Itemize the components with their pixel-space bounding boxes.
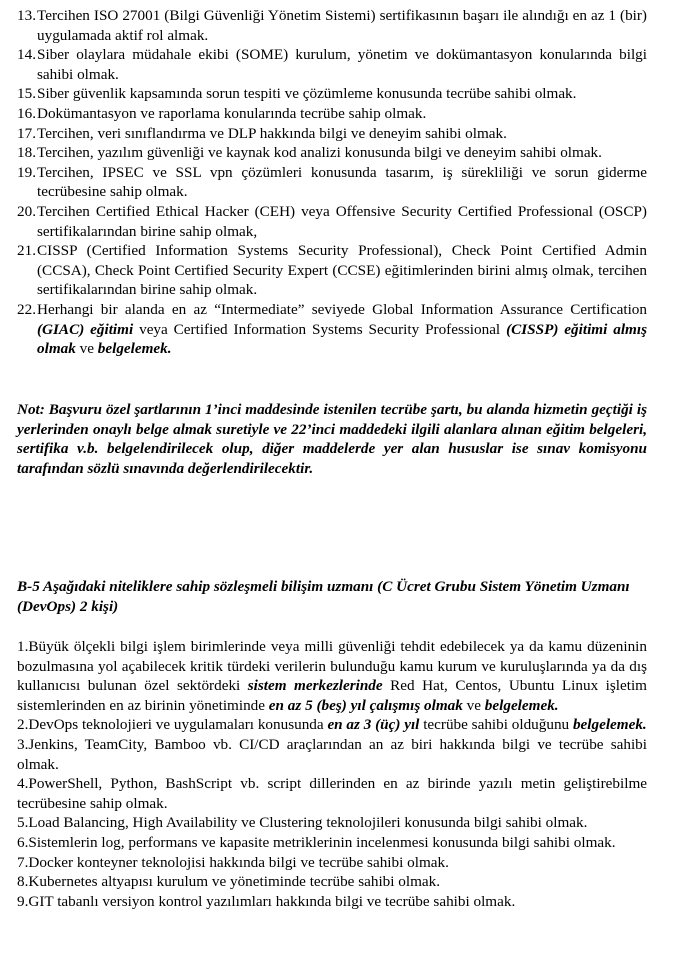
list-item-text: Siber güvenlik kapsamında sorun tespiti ve çözümleme konusunda tecrübe sahibi olmak. xyxy=(37,85,577,103)
list-item-text: Tercihen ISO 27001 (Bilgi Güvenliği Yönetim Sistemi) sertifikasının başarı ile alındığı en az 1 (bir) uygulamada aktif rol almak. xyxy=(37,7,647,44)
requirement-item xyxy=(17,637,647,715)
list-item xyxy=(17,124,647,144)
item22-text-1: Herhangi bir alanda en az “Intermediate” seviyede Global Information Assurance Certification xyxy=(37,300,647,318)
requirement-item: 6.Sistemlerin log, performans ve kapasite metriklerinin incelenmesi konusunda bilgi sahibi olmak. xyxy=(17,833,616,851)
item22-emphasis-belgelemek: belgelemek. xyxy=(97,340,172,358)
list-item-number: 19. xyxy=(17,163,36,181)
list-item xyxy=(17,6,647,45)
list-item-number: 15. xyxy=(17,85,36,103)
list-item xyxy=(17,241,647,300)
devops-requirements xyxy=(17,637,647,911)
requirement-item: 7.Docker konteyner teknolojisi hakkında bilgi ve tecrübe sahibi olmak. xyxy=(17,853,449,871)
list-item-number: 13. xyxy=(17,7,36,24)
list-item xyxy=(17,202,647,241)
list-item xyxy=(17,84,647,104)
list-item-text: CISSP (Certified Information Systems Security Professional), Check Point Certified Admin (CCSA), Check Point Certified Security Expert (CCSE) eğitimlerinden birini almış olmak, tercihen sertifikalarından birine sahip olmak. xyxy=(37,242,647,299)
list-item xyxy=(17,104,647,124)
req1-text-1: 1.Büyük ölçekli bilgi işlem birimlerinde veya milli güvenliği tehdit edebilecek ya da kamu düzeninin bozulmasına yol açabilecek kritik türdeki verilerin bulunduğu kamu kurum ve kuruluşlarında ya da dış kullanıcısı bulunan özel sektördeki xyxy=(17,638,647,695)
list-item-number: 18. xyxy=(17,144,36,162)
requirement-item: 8.Kubernetes altyapısı kurulum ve yönetiminde tecrübe sahibi olmak. xyxy=(17,873,441,891)
list-item-text: Siber olaylara müdahale ekibi (SOME) kurulum, yönetim ve dokümantasyon konularında bilgi sahibi olmak. xyxy=(37,46,647,83)
requirement-item xyxy=(17,715,647,735)
req1-emphasis-years: en az 5 (beş) yıl çalışmış olmak xyxy=(268,696,463,714)
note-paragraph: Not: Başvuru özel şartlarının 1’inci maddesinde istenilen tecrübe şartı, bu alanda hizmetin geçtiği iş yerlerinden onaylı belge almak suretiyle ve 22’inci maddedeki ilgili alanlara alınan eğitim belgeleri, sertifika v.b. belgelendirilecek olup, diğer maddelerde yer alan hususlar ise sınav komisyonu tarafından sözlü sınavında değerlendirilecektir. xyxy=(17,401,647,477)
req1-text-3: ve xyxy=(462,696,485,714)
list-item-text: Tercihen, IPSEC ve SSL vpn çözümleri konusunda tasarım, iş sürekliliği ve sorun giderme tecrübesine sahip olmak. xyxy=(37,163,647,201)
list-item-text: Dokümantasyon ve raporlama konularında tecrübe sahip olmak. xyxy=(37,104,427,122)
req1-emphasis-belgelemek: belgelemek. xyxy=(484,696,559,714)
list-item xyxy=(17,45,647,84)
requirement-item: 5.Load Balancing, High Availability ve Clustering teknolojileri konusunda bilgi sahibi olmak. xyxy=(17,814,588,832)
list-item xyxy=(17,163,647,202)
req1-emphasis-system-centers: sistem merkezlerinde xyxy=(247,677,383,695)
req1-text-2: Red Hat, Centos, Ubuntu Linux işletim sistemlerinden en az birinin yönetiminde xyxy=(17,677,647,714)
requirement-item: 3.Jenkins, TeamCity, Bamboo vb. CI/CD araçlarından an az biri hakkında bilgi ve tecrübe sahibi olmak. xyxy=(17,735,647,773)
item22-text-2: veya Certified Information Systems Security Professional xyxy=(133,320,507,338)
list-item-text: Tercihen, yazılım güvenliği ve kaynak kod analizi konusunda bilgi ve deneyim sahibi olmak. xyxy=(37,144,602,162)
item22-emphasis-giac: (GIAC) eğitimi xyxy=(37,320,134,338)
list-item-number: 17. xyxy=(17,124,36,142)
section-heading: B-5 Aşağıdaki niteliklere sahip sözleşmeli bilişim uzmanı (C Ücret Grubu Sistem Yönetim Uzmanı (DevOps) 2 kişi) xyxy=(17,578,630,615)
requirements-list-continued xyxy=(17,6,647,359)
list-item xyxy=(17,300,647,359)
list-item-number: 21. xyxy=(17,242,36,260)
list-item-number: 16. xyxy=(17,104,36,122)
list-item-number: 22. xyxy=(17,300,36,318)
req2-emphasis-belgelemek: belgelemek. xyxy=(572,716,647,734)
list-item-number: 20. xyxy=(17,202,36,220)
req2-text-2: tecrübe sahibi olduğunu xyxy=(419,716,573,734)
list-item xyxy=(17,143,647,163)
req2-text-1: 2.DevOps teknolojieri ve uygulamaları konusunda xyxy=(17,716,328,734)
req2-emphasis-years: en az 3 (üç) yıl xyxy=(327,716,420,734)
list-item-text xyxy=(37,300,647,359)
list-item-text: Tercihen, veri sınıflandırma ve DLP hakkında bilgi ve deneyim sahibi olmak. xyxy=(37,124,507,142)
list-item-text: Tercihen Certified Ethical Hacker (CEH) veya Offensive Security Certified Professional (OSCP) sertifikalarından birine sahip olmak, xyxy=(37,202,647,240)
item22-emphasis-cissp: (CISSP) eğitimi almış olmak xyxy=(37,320,648,358)
list-item-number: 14. xyxy=(17,46,36,64)
item22-text-3: ve xyxy=(75,340,98,358)
requirement-item: 9.GIT tabanlı versiyon kontrol yazılımları hakkında bilgi ve tecrübe sahibi olmak. xyxy=(17,892,516,910)
requirement-item: 4.PowerShell, Python, BashScript vb. script dillerinden en az birinde yazılı metin geliştirebilme tecrübesine sahip olmak. xyxy=(17,775,647,812)
